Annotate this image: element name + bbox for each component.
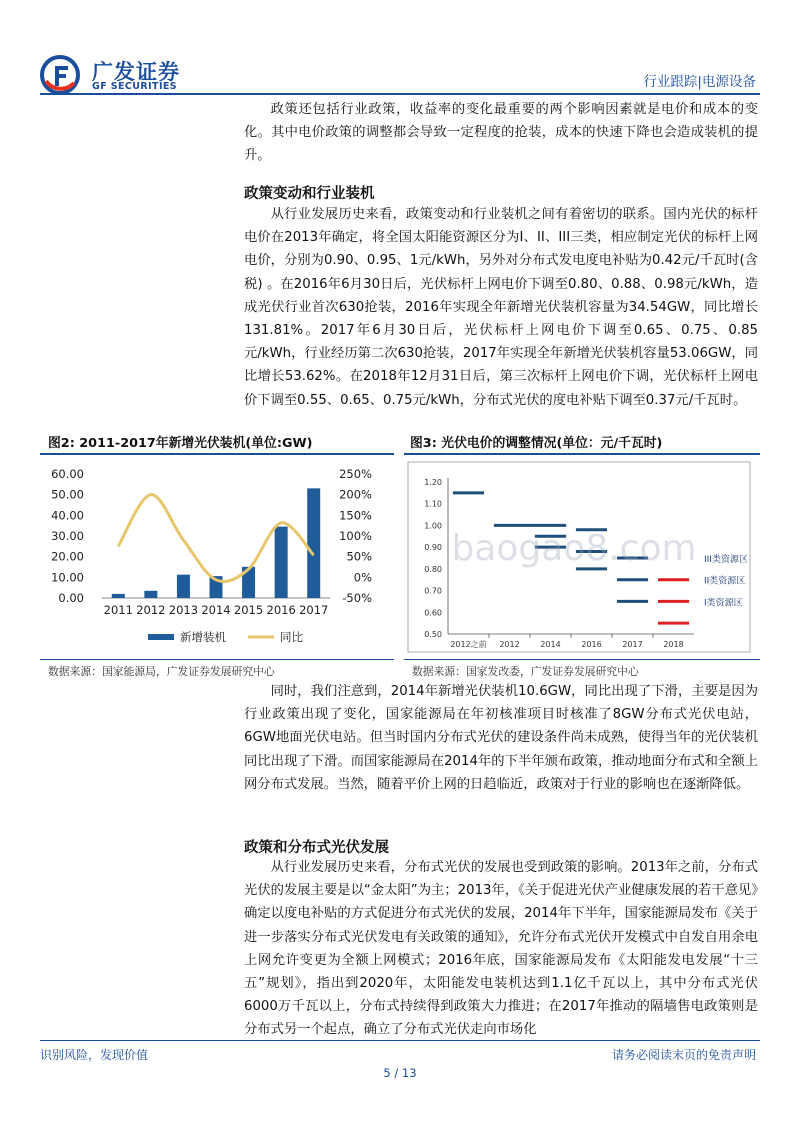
footer-slogan: 识别风险，发现价值 (40, 1048, 149, 1062)
fig3-bottom-divider (404, 659, 760, 660)
fig3-y-tick: 1.10 (424, 499, 442, 509)
fig2-x-tick: 2016 (266, 603, 296, 617)
intro-text: 政策还包括行业政策，收益率的变化最重要的两个影响因素就是电价和成本的变化。其中电价政策的调整都会导致一定程度的抢装，成本的快速下降也会造成装机的提升。 (244, 102, 758, 164)
fig3-y-tick: 0.80 (424, 564, 442, 574)
fig2-x-tick: 2012 (136, 603, 166, 617)
fig2-bottom-divider (40, 659, 394, 660)
fig2-bar (177, 575, 190, 598)
fig3-x-tick: 2017 (622, 640, 643, 649)
fig2-y-left-tick: 40.00 (51, 508, 84, 523)
fig3-chart (404, 456, 760, 656)
fig2-y-left-tick: 30.00 (51, 529, 84, 543)
fig3-y-tick: 0.60 (424, 608, 442, 618)
fig2-y-right-tick: 250% (339, 467, 372, 481)
fig2-y-left-tick: 60.00 (51, 467, 84, 481)
fig2-legend-bar-swatch (148, 634, 174, 640)
fig2-bar (275, 527, 288, 598)
fig2-source: 数据来源：国家能源局，广发证券发展研究中心 (48, 665, 275, 678)
section2-paragraph (244, 856, 758, 1042)
page-number: 5 / 13 (383, 1066, 417, 1080)
fig3-y-tick: 0.50 (424, 630, 442, 639)
logo-text-cn: 广发证券 (92, 60, 180, 84)
fig2-legend-line-label: 同比 (280, 630, 303, 644)
section1-after-text: 同时，我们注意到，2014年新增光伏装机10.6GW，同比出现了下滑，主要是因为行业政策出现了变化，国家能源局在年初核准项目时核准了8GW分布式光伏电站，6GW地面光伏电站。但当时国内分布式光伏的建设条件尚未成熟，使得当年的光伏装机同比出现了下滑。而国家能源局在2014年的下半年颁布政策，推动地面分布式和全额上网分布式发展。当然，随着平价上网的日趋临近，政策对于行业的影响也在逐渐降低。 (244, 684, 758, 792)
fig2-x-tick: 2013 (168, 603, 199, 617)
fig3-x-tick: 2012 (499, 640, 520, 649)
fig3-annotation-label: II类资源区 (704, 576, 746, 587)
fig2-y-right-tick: 200% (339, 487, 372, 502)
header-divider (40, 93, 760, 95)
fig2-y-right-tick: 50% (346, 549, 372, 564)
fig2-bar (144, 591, 157, 598)
logo-text-en: GF SECURITIES (92, 81, 178, 92)
fig2-chart (40, 456, 396, 656)
fig3-source: 数据来源：国家发改委，广发证券发展研究中心 (412, 665, 639, 678)
fig2-legend (148, 630, 303, 644)
fig2-y-right-tick: 0% (353, 570, 372, 585)
fig2-y-left-tick: 0.00 (58, 591, 84, 605)
fig3-y-tick: 1.20 (424, 478, 442, 487)
fig2-y-right-tick: 150% (339, 508, 372, 523)
fig2-x-tick: 2011 (103, 603, 133, 617)
fig2-x-tick: 2017 (299, 603, 329, 617)
footer-disclaimer: 请务必阅读末页的免责声明 (611, 1048, 756, 1062)
section1-paragraph (244, 203, 758, 412)
fig2-y-right-tick: 100% (339, 529, 372, 543)
fig3-y-tick: 1.00 (424, 521, 442, 531)
section-heading-distributed-pv: 政策和分布式光伏发展 (244, 839, 389, 856)
company-logo-icon (40, 55, 80, 95)
section1-text: 从行业发展历史来看，政策变动和行业装机之间有着密切的联系。国内光伏的标杆电价在2013年确定，将全国太阳能资源区分为I、II、III三类，相应制定光伏的标杆上网电价，分别为0.90、0.95、1元/kWh，另外对分布式发电度电补贴为0.42元/千瓦时(含税) 。在2016年6月30日后，光伏标杆上网电价下调至0.80、0.88、0.98元/kWh，造成光伏行业首次630抢装，2016年实现全年新增光伏装机容量为34.54GW，同比增长131.81%。2017年6月30日后，光伏标杆上网电价下调至0.65、0.75、0.85元/kWh，行业经历第二次630抢装，2017年实现全年新增光伏装机容量53.06GW，同比增长53.62%。在2018年12月31日后，第三次标杆上网电价下调，光伏标杆上网电价下调至0.55、0.65、0.75元/kWh，分布式光伏的度电补贴下调至0.37元/千瓦时。 (244, 207, 758, 408)
fig2-y-right-tick: -50% (342, 591, 372, 605)
section-heading-policy-installation: 政策变动和行业装机 (244, 185, 375, 202)
fig2-bar (112, 594, 125, 598)
fig3-annotations (704, 553, 748, 608)
fig3-title: 图3: 光伏电价的调整情况(单位：元/千瓦时) (410, 436, 663, 451)
section2-text: 从行业发展历史来看，分布式光伏的发展也受到政策的影响。2013年之前，分布式光伏的发展主要是以“金太阳”为主；2013年，《关于促进光伏产业健康发展的若干意见》确定以度电补贴的方式促进分布式光伏的发展，2014年下半年，国家能源局发布《关于进一步落实分布式光伏发电有关政策的通知》，允许分布式光伏开发模式中自发自用余电上网允许变更为全额上网模式；2016年底，国家能源局发布《太阳能发电发展“十三五”规划》，指出到2020年，太阳能发电装机达到1.1亿千瓦以上，其中分布式光伏6000万千瓦以上，分布式持续得到政策大力推进；在2017年推动的隔墙售电政策则是分布式另一个起点，确立了分布式光伏走向市场化 (244, 860, 758, 1038)
fig2-y-left-tick: 50.00 (51, 487, 84, 502)
fig2-x-tick: 2015 (233, 603, 264, 617)
fig2-bar (307, 488, 320, 598)
fig3-y-tick: 0.90 (424, 543, 442, 553)
fig2-bars (112, 488, 320, 598)
fig2-y-left-tick: 10.00 (51, 570, 84, 585)
fig3-x-tick: 2012之前 (450, 640, 487, 649)
report-category: 行业跟踪|电源设备 (643, 74, 756, 90)
fig2-x-tick: 2014 (201, 603, 231, 617)
fig2-y-left-tick: 20.00 (51, 549, 84, 564)
fig2-title-divider (40, 453, 394, 455)
fig3-y-tick: 0.70 (424, 586, 442, 596)
fig3-x-tick: 2018 (663, 640, 684, 649)
fig3-watermark: baogao8.com (451, 528, 697, 569)
fig3-title-divider (404, 453, 760, 455)
fig3-annotation-label: I类资源区 (704, 598, 743, 609)
fig3-x-tick: 2016 (581, 640, 602, 649)
fig2-title: 图2: 2011-2017年新增光伏装机(单位:GW) (48, 436, 313, 451)
fig3-x-tick: 2014 (540, 640, 561, 649)
fig2-legend-bar-label: 新增装机 (180, 630, 226, 644)
section1-after-paragraph (244, 680, 758, 796)
footer-divider (40, 1040, 760, 1041)
fig3-annotation-label: III类资源区 (704, 555, 748, 565)
intro-paragraph (244, 98, 758, 168)
